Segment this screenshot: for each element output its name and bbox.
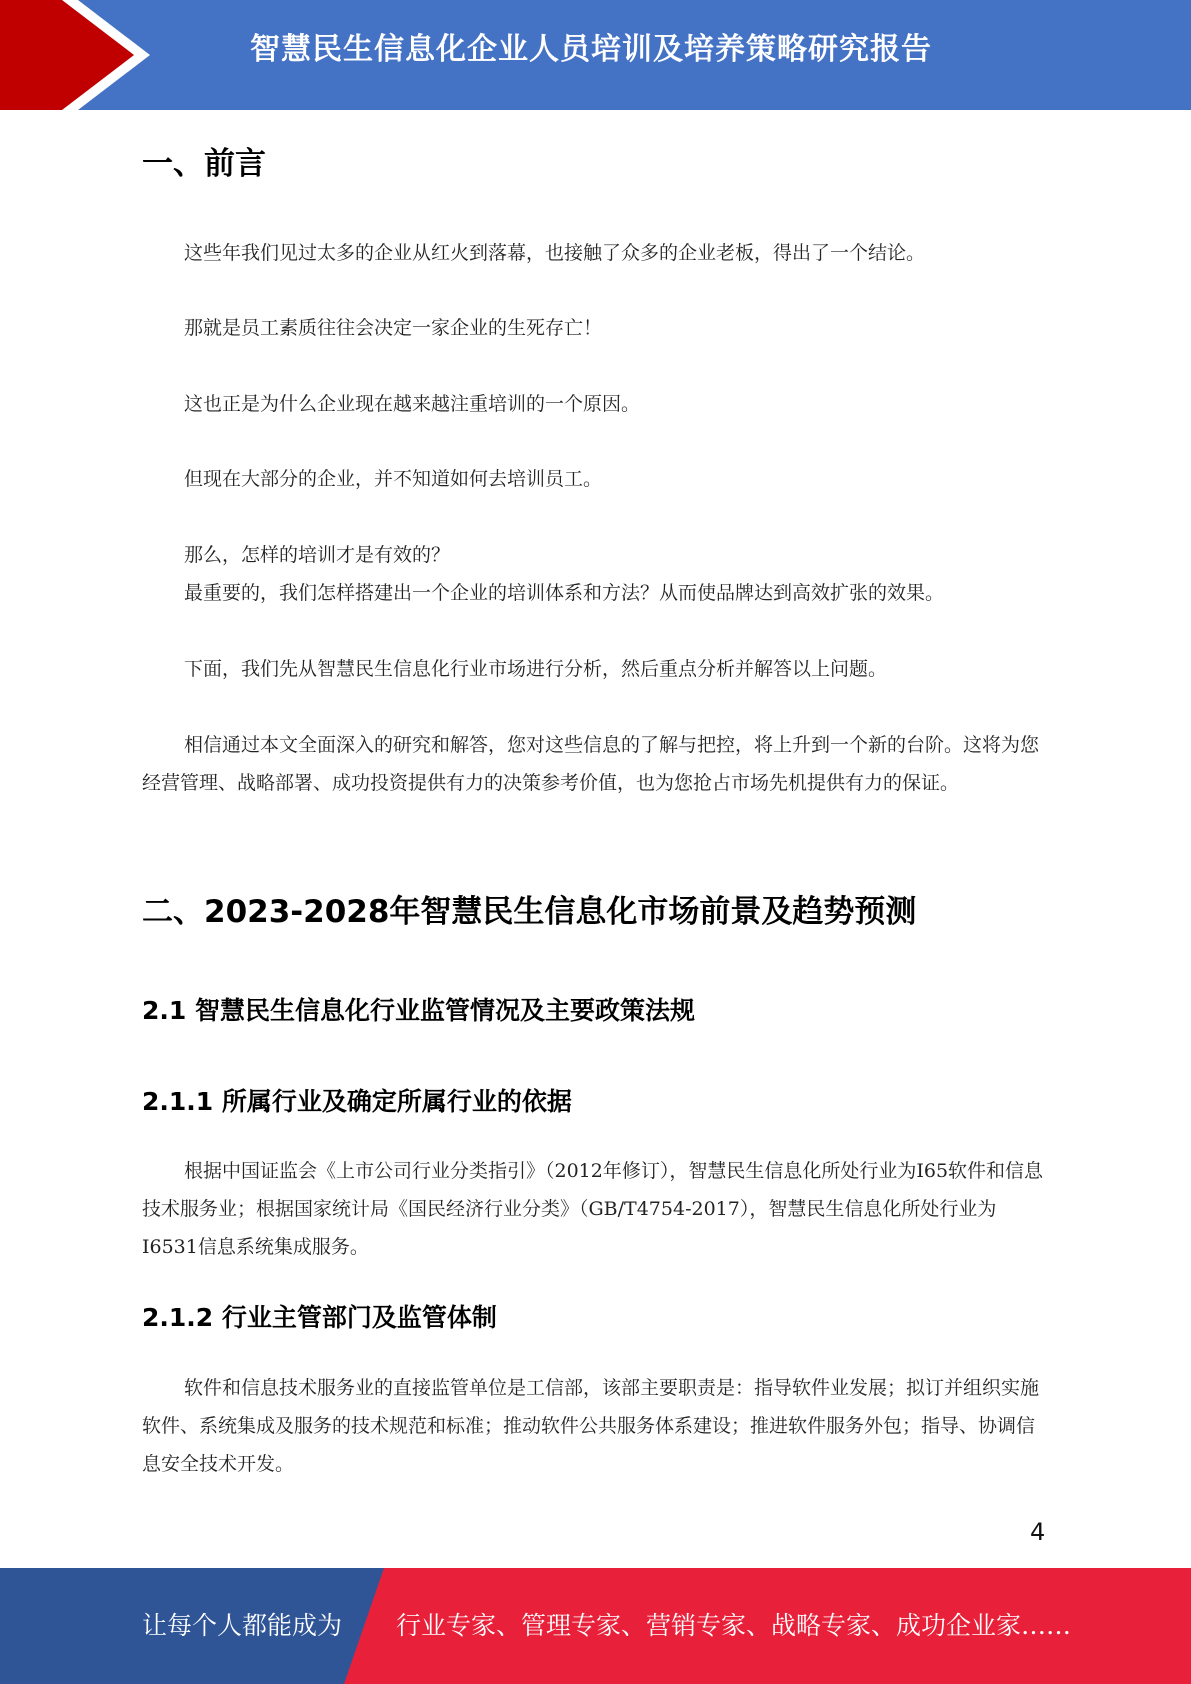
page-footer [0,1568,1191,1684]
report-title: 智慧民生信息化企业人员培训及培养策略研究报告 [250,32,932,67]
preface-paragraph-7: 下面，我们先从智慧民生信息化行业市场进行分析，然后重点分析并解答以上问题。 [184,658,888,680]
section-2-1-2-paragraph: 软件和信息技术服务业的直接监管单位是工信部，该部主要职责是：指导软件业发展；拟订并组织实施软件、系统集成及服务的技术规范和标准；推动软件公共服务体系建设；推进软件服务外包；指导、协调信息安全技术开发。 [142,1377,1040,1475]
preface-paragraph-4: 但现在大部分的企业，并不知道如何去培训员工。 [184,468,603,490]
preface-paragraph-8: 相信通过本文全面深入的研究和解答，您对这些信息的了解与把控，将上升到一个新的台阶。这将为您经营管理、战略部署、成功投资提供有力的决策参考价值，也为您抢占市场先机提供有力的保证。 [142,734,1040,794]
footer-slogan-left: 让每个人都能成为 [142,1611,343,1640]
section-2-1-heading: 2.1 智慧民生信息化行业监管情况及主要政策法规 [142,996,695,1025]
preface-paragraph-5: 那么，怎样的培训才是有效的？ [184,544,451,566]
preface-paragraph-3: 这也正是为什么企业现在越来越注重培训的一个原因。 [184,393,641,415]
preface-paragraph-2: 那就是员工素质往往会决定一家企业的生死存亡！ [184,317,603,339]
footer-slogan-right: 行业专家、管理专家、营销专家、战略专家、成功企业家…… [396,1611,1072,1640]
section-2-1-2-heading: 2.1.2 行业主管部门及监管体制 [142,1303,497,1332]
section-2-heading: 二、2023-2028年智慧民生信息化市场前景及趋势预测 [142,894,917,930]
page-header [0,0,1191,110]
section-2-1-1-paragraph: 根据中国证监会《上市公司行业分类指引》（2012年修订），智慧民生信息化所处行业为I65软件和信息技术服务业；根据国家统计局《国民经济行业分类》（GB/T4754-2017），智慧民生信息化所处行业为I6531信息系统集成服务。 [142,1160,1044,1258]
section-2-1-1-heading: 2.1.1 所属行业及确定所属行业的依据 [142,1087,572,1116]
preface-paragraph-6: 最重要的，我们怎样搭建出一个企业的培训体系和方法？从而使品牌达到高效扩张的效果。 [184,582,945,604]
preface-heading: 一、前言 [142,146,266,182]
preface-paragraph-1: 这些年我们见过太多的企业从红火到落幕，也接触了众多的企业老板，得出了一个结论。 [184,242,926,264]
page-number: 4 [1030,1518,1046,1546]
